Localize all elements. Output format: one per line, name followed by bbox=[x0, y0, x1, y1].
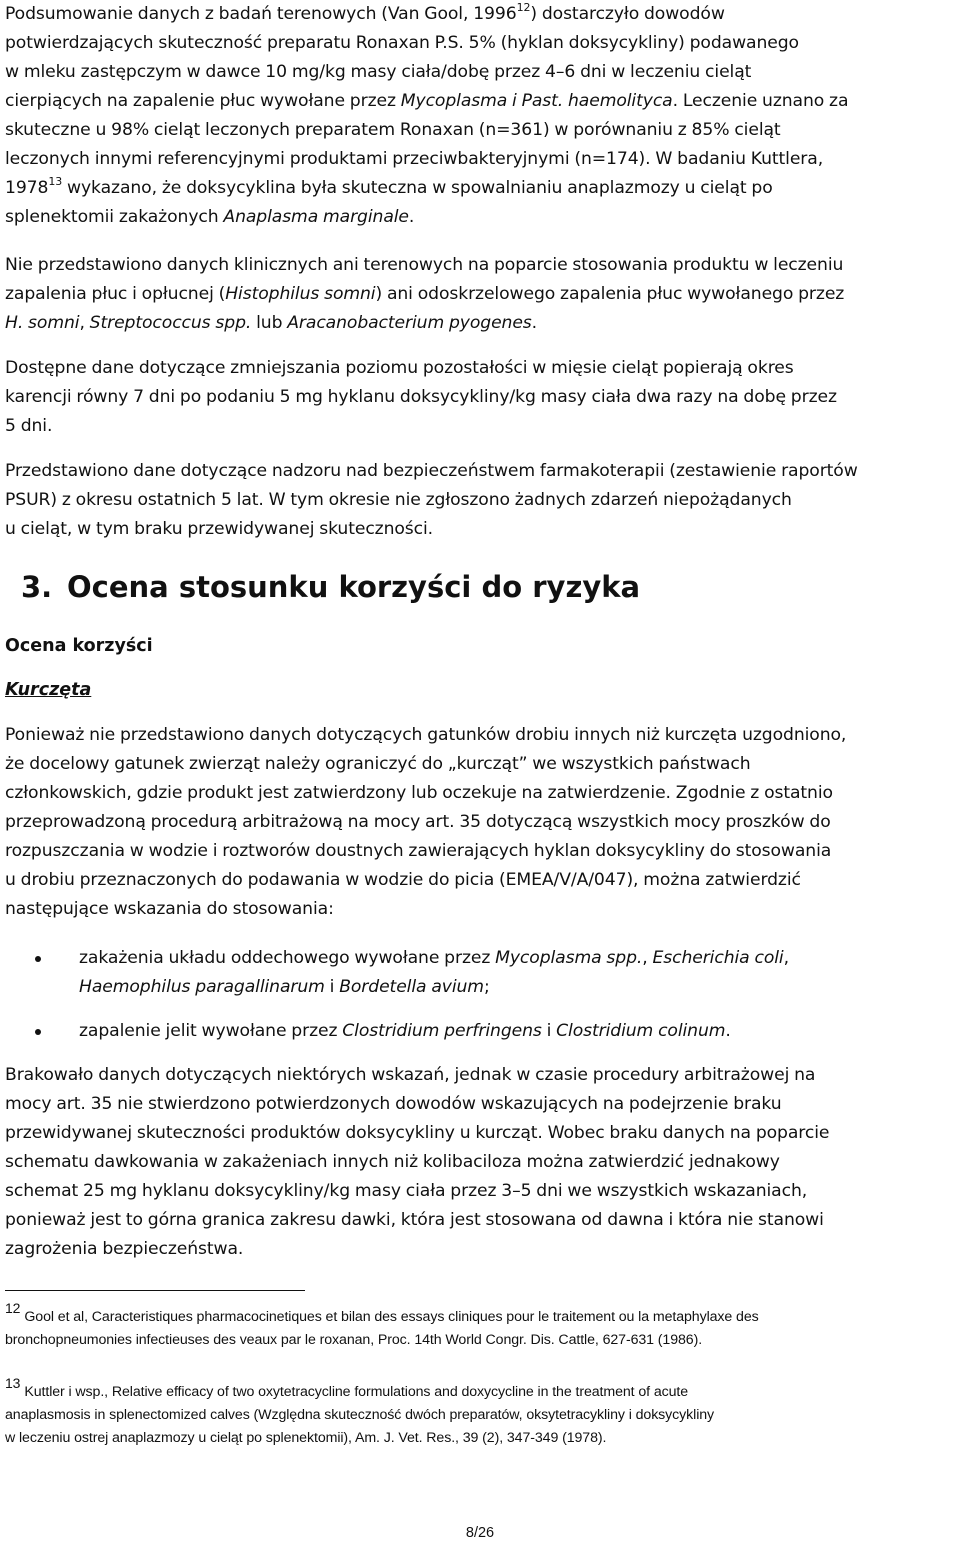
paragraph-chickens bbox=[5, 721, 846, 924]
text-line bbox=[5, 280, 844, 309]
text-line bbox=[5, 203, 848, 232]
text-line: w mleku zastępczym w dawce 10 mg/kg masy ciała/dobę przez 4–6 dni w leczeniu cieląt bbox=[5, 62, 752, 82]
italic-text: Mycoplasma i Past. haemolityca bbox=[400, 91, 673, 111]
footnote-line: bronchopneumonies infectieuses des veaux par le roxanan, Proc. 14th World Congr. Dis. Cattle, 627-631 (1986). bbox=[5, 1332, 703, 1348]
text: ) dostarczyło dowodów bbox=[530, 4, 725, 24]
text: . Leczenie uznano za bbox=[672, 91, 849, 111]
list-item bbox=[5, 1017, 955, 1046]
text: , bbox=[642, 948, 653, 968]
text-line: przeprowadzoną procedurą arbitrażową na mocy art. 35 dotyczącą wszystkich mocy proszków do bbox=[5, 812, 831, 832]
text-line: Ponieważ nie przedstawiono danych dotyczących gatunków drobiu innych niż kurczęta uzgodniono, bbox=[5, 725, 847, 745]
text: . bbox=[408, 207, 415, 227]
footnote-ref-12[interactable]: 12 bbox=[516, 1, 531, 14]
text-line bbox=[79, 1017, 955, 1046]
text: . bbox=[531, 313, 538, 333]
text-line: członkowskich, gdzie produkt jest zatwierdzony lub oczekuje na zatwierdzenie. Zgodnie z ostatnio bbox=[5, 783, 833, 803]
text-line: Przedstawiono dane dotyczące nadzoru nad bezpieczeństwem farmakoterapii (zestawienie raportów bbox=[5, 461, 858, 481]
text-line: ponieważ jest to górna granica zakresu dawki, która jest stosowana od dawna i która nie stanowi bbox=[5, 1210, 824, 1230]
italic-text: Clostridium colinum bbox=[556, 1021, 726, 1041]
text: Gool et al, Caracteristiques pharmacocinetiques et bilan des essays cliniques pour le traitement ou la metaphylaxe des bbox=[24, 1309, 759, 1325]
italic-text: Aracanobacterium pyogenes bbox=[287, 313, 532, 333]
text: Kuttler i wsp., Relative efficacy of two oxytetracycline formulations and doxycycline in the treatment of acute bbox=[24, 1384, 689, 1400]
list-item bbox=[5, 944, 955, 1002]
text-line: PSUR) z okresu ostatnich 5 lat. W tym okresie nie zgłoszono żadnych zdarzeń niepożądanych bbox=[5, 490, 792, 510]
footnote-line: w leczeniu ostrej anaplazmozy u cieląt po splenektomii), Am. J. Vet. Res., 39 (2), 347-349 (1978). bbox=[5, 1430, 607, 1446]
footnote-number: 13 bbox=[5, 1375, 21, 1391]
paragraph-withdrawal-period bbox=[5, 354, 837, 441]
text-line: u drobiu przeznaczonych do podawania w wodzie do picia (EMEA/V/A/047), można zatwierdzić bbox=[5, 870, 801, 890]
text: wykazano, że doksycyklina była skuteczna w spowalnianiu anaplazmozy u cieląt po bbox=[62, 178, 773, 198]
text: . bbox=[725, 1021, 731, 1041]
section-heading bbox=[5, 570, 640, 604]
text: i bbox=[324, 977, 340, 997]
text: splenektomii zakażonych bbox=[5, 207, 224, 227]
text-line: skuteczne u 98% cieląt leczonych preparatem Ronaxan (n=361) w porównaniu z 85% cieląt bbox=[5, 120, 781, 140]
italic-text: Bordetella avium bbox=[339, 977, 484, 997]
footnote-divider bbox=[5, 1290, 305, 1291]
italic-text: Clostridium perfringens bbox=[342, 1021, 542, 1041]
footnote-line bbox=[5, 1375, 955, 1404]
text-line bbox=[79, 973, 955, 1002]
paragraph-van-gool-summary bbox=[5, 0, 848, 232]
text-line: że docelowy gatunek zwierząt należy ograniczyć do „kurcząt” we wszystkich państwach bbox=[5, 754, 751, 774]
text-line: leczonych innymi referencyjnymi produktami przeciwbakteryjnymi (n=174). W badaniu Kuttlera, bbox=[5, 149, 824, 169]
section-title: Ocena stosunku korzyści do ryzyka bbox=[67, 570, 641, 604]
footnote-ref-13[interactable]: 13 bbox=[48, 175, 63, 188]
text-line: schematu dawkowania w zakażeniach innych niż kolibaciloza można zatwierdzić jednakowy bbox=[5, 1152, 780, 1172]
text: Podsumowanie danych z badań terenowych (Van Gool, 1996 bbox=[5, 4, 517, 24]
page-number: 8/26 bbox=[465, 1525, 495, 1541]
text-line: 5 dni. bbox=[5, 416, 53, 436]
footnote-line bbox=[5, 1300, 955, 1329]
text-line: potwierdzających skuteczność preparatu Ronaxan P.S. 5% (hyklan doksycykliny) podawanego bbox=[5, 33, 799, 53]
text-line: Nie przedstawiono danych klinicznych ani terenowych na poparcie stosowania produktu w leczeniu bbox=[5, 255, 844, 275]
text: zakażenia układu oddechowego wywołane przez bbox=[79, 948, 496, 968]
text-line bbox=[5, 0, 848, 29]
text: lub bbox=[251, 313, 288, 333]
text: , bbox=[783, 948, 789, 968]
footnote-13 bbox=[5, 1375, 955, 1450]
footnote-12 bbox=[5, 1300, 955, 1352]
paragraph-no-clinical-data bbox=[5, 251, 844, 338]
text: ) ani odoskrzelowego zapalenia płuc wywołanego przez bbox=[375, 284, 845, 304]
text-line: karencji równy 7 dni po podaniu 5 mg hyklanu doksycykliny/kg masy ciała dwa razy na dobę przez bbox=[5, 387, 837, 407]
text-line: u cieląt, w tym braku przewidywanej skuteczności. bbox=[5, 519, 434, 539]
indications-list bbox=[5, 944, 955, 1046]
italic-text: Escherichia coli bbox=[652, 948, 784, 968]
subheading: Ocena korzyści bbox=[5, 636, 153, 656]
bullet-icon bbox=[35, 1029, 41, 1035]
italic-text: Streptococcus spp. bbox=[89, 313, 252, 333]
text-line: mocy art. 35 nie stwierdzono potwierdzonych dowodów wskazujących na podejrzenie braku bbox=[5, 1094, 782, 1114]
italic-text: Histophilus somni bbox=[225, 284, 376, 304]
italic-text: Mycoplasma spp. bbox=[495, 948, 643, 968]
section-number: 3. bbox=[21, 570, 53, 604]
footnote-number: 12 bbox=[5, 1300, 21, 1316]
text-line: zagrożenia bezpieczeństwa. bbox=[5, 1239, 244, 1259]
text-line bbox=[5, 87, 848, 116]
text: cierpiących na zapalenie płuc wywołane przez bbox=[5, 91, 401, 111]
text: zapalenie jelit wywołane przez bbox=[79, 1021, 343, 1041]
text: i bbox=[541, 1021, 557, 1041]
subsubheading: Kurczęta bbox=[5, 680, 92, 700]
footnote-line: anaplasmosis in splenectomized calves (Względna skuteczność dwóch preparatów, oksytetracykliny i doksycykliny bbox=[5, 1407, 715, 1423]
text-line: Dostępne dane dotyczące zmniejszania poziomu pozostałości w mięsie cieląt popierają okres bbox=[5, 358, 794, 378]
text: , bbox=[79, 313, 90, 333]
paragraph-missing-data bbox=[5, 1061, 829, 1264]
text: 1978 bbox=[5, 178, 49, 198]
text-line: rozpuszczania w wodzie i roztworów doustnych zawierających hyklan doksycykliny do stosowania bbox=[5, 841, 832, 861]
text-line bbox=[5, 309, 844, 338]
text-line bbox=[79, 944, 955, 973]
bullet-icon bbox=[35, 956, 41, 962]
text-line: następujące wskazania do stosowania: bbox=[5, 899, 334, 919]
text-line: schemat 25 mg hyklanu doksycykliny/kg masy ciała przez 3–5 dni we wszystkich wskazaniach, bbox=[5, 1181, 808, 1201]
italic-text: Haemophilus paragallinarum bbox=[79, 977, 325, 997]
paragraph-psur bbox=[5, 457, 858, 544]
text: zapalenia płuc i opłucnej ( bbox=[5, 284, 226, 304]
italic-text: Anaplasma marginale bbox=[223, 207, 409, 227]
text: ; bbox=[483, 977, 490, 997]
text-line bbox=[5, 174, 848, 203]
italic-text: H. somni bbox=[5, 313, 80, 333]
text-line: przewidywanej skuteczności produktów doksycykliny u kurcząt. Wobec braku danych na poparcie bbox=[5, 1123, 830, 1143]
text-line: Brakowało danych dotyczących niektórych wskazań, jednak w czasie procedury arbitrażowej na bbox=[5, 1065, 816, 1085]
